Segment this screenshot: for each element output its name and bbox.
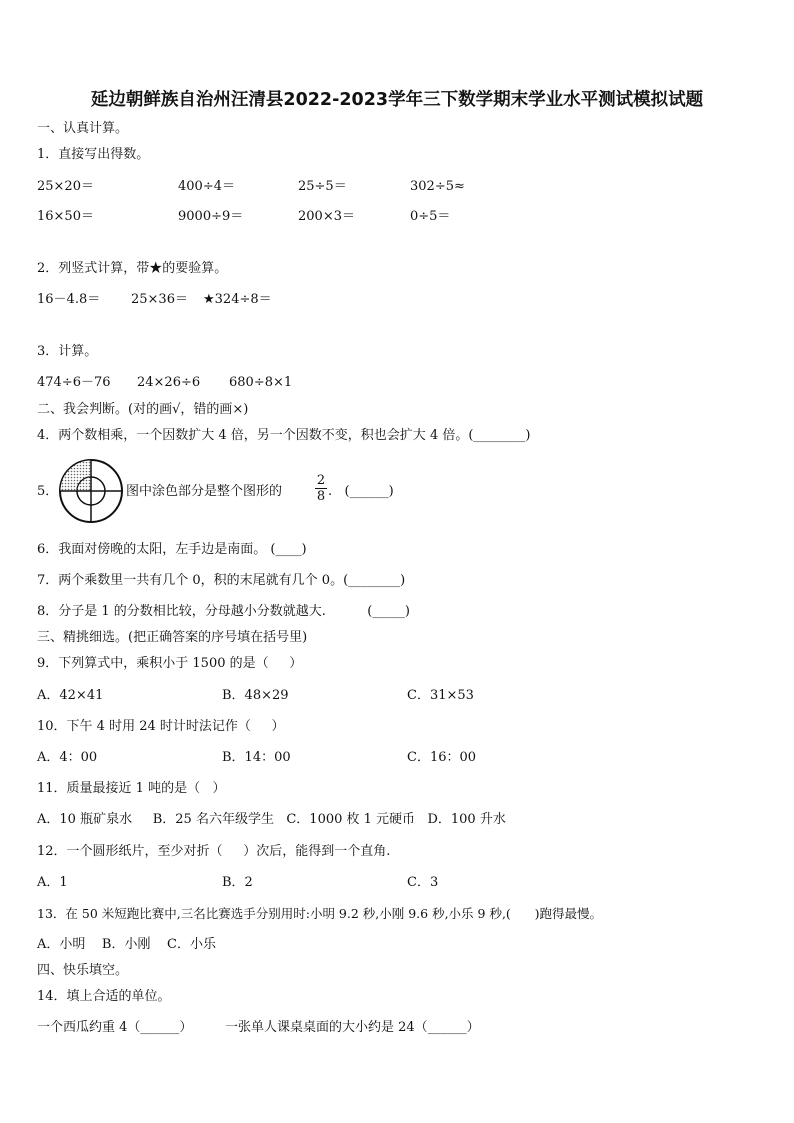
section-1-heading: 一、认真计算。	[37, 121, 129, 136]
q9-option: A．42×41	[37, 688, 104, 703]
circle-figure	[58, 458, 124, 524]
question-4: 4．两个数相乘，一个因数扩大 4 倍，另一个因数不变，积也会扩大 4 倍。(________)	[37, 428, 531, 443]
q3-item: 474÷6－76	[37, 375, 111, 390]
q1-item: 16×50＝	[37, 209, 94, 224]
q10-option: C．16：00	[407, 750, 477, 765]
question-10: 10．下午 4 时用 24 时计时法记作（ ）	[37, 719, 285, 734]
question-13: 13．在 50 米短跑比赛中,三名比赛选手分别用时:小明 9.2 秒,小刚 9.6 秒,小乐 9 秒,( )跑得最慢。	[37, 906, 603, 921]
q10-option: B．14：00	[222, 750, 291, 765]
section-4-heading: 四、快乐填空。	[37, 963, 129, 978]
question-5-number: 5．	[37, 484, 59, 499]
q12-option: A．1	[37, 875, 68, 890]
question-6: 6．我面对傍晚的太阳，左手边是南面。 (____)	[37, 542, 307, 557]
q14-item: 一个西瓜约重 4（______）	[37, 1020, 193, 1035]
q1-item: 25÷5＝	[298, 179, 347, 194]
q12-option: B．2	[222, 875, 253, 890]
q14-item: 一张单人课桌桌面的大小约是 24（______）	[225, 1020, 480, 1035]
fraction-numerator: 2	[316, 473, 326, 488]
q10-option: A．4：00	[37, 750, 98, 765]
question-11: 11．质量最接近 1 吨的是（ ）	[37, 781, 226, 796]
q13-options: A．小明 B．小刚 C．小乐	[37, 937, 216, 952]
q1-item: 25×20＝	[37, 179, 94, 194]
question-2: 2．列竖式计算，带★的要验算。	[37, 261, 228, 276]
fraction-denominator: 8	[316, 489, 326, 504]
section-2-heading: 二、我会判断。(对的画√，错的画×)	[37, 402, 249, 417]
question-7: 7．两个乘数里一共有几个 0，积的末尾就有几个 0。(________)	[37, 573, 406, 588]
question-9: 9．下列算式中，乘积小于 1500 的是（ ）	[37, 656, 303, 671]
q9-option: C．31×53	[407, 688, 474, 703]
q3-item: 680÷8×1	[229, 375, 293, 390]
q2-item: ★324÷8＝	[203, 292, 272, 307]
question-12: 12．一个圆形纸片，至少对折（ ）次后，能得到一个直角.	[37, 844, 391, 859]
question-14: 14．填上合适的单位。	[37, 989, 171, 1004]
q2-item: 16－4.8＝	[37, 292, 101, 307]
page-title: 延边朝鲜族自治州汪清县2022-2023学年三下数学期末学业水平测试模拟试题	[90, 90, 704, 110]
q3-item: 24×26÷6	[137, 375, 201, 390]
q9-option: B．48×29	[222, 688, 289, 703]
question-3: 3．计算。	[37, 344, 98, 359]
question-5-text: 图中涂色部分是整个图形的	[126, 484, 283, 499]
q1-item: 302÷5≈	[410, 179, 465, 194]
section-3-heading: 三、精挑细选。(把正确答案的序号填在括号里)	[37, 630, 308, 645]
q1-item: 400÷4＝	[178, 179, 235, 194]
question-8: 8．分子是 1 的分数相比较，分母越小分数就越大. (_____)	[37, 604, 410, 619]
question-1: 1．直接写出得数。	[37, 147, 150, 162]
q1-item: 9000÷9＝	[178, 209, 244, 224]
q12-option: C．3	[407, 875, 439, 890]
q1-item: 0÷5＝	[410, 209, 451, 224]
fraction-two-eighths	[314, 473, 328, 504]
question-5-blank: . (______)	[328, 484, 394, 499]
q11-options: A．10 瓶矿泉水 B．25 名六年级学生 C．1000 枚 1 元硬币 D．100 升水	[37, 812, 506, 827]
q1-item: 200×3＝	[298, 209, 355, 224]
q2-item: 25×36＝	[131, 292, 188, 307]
